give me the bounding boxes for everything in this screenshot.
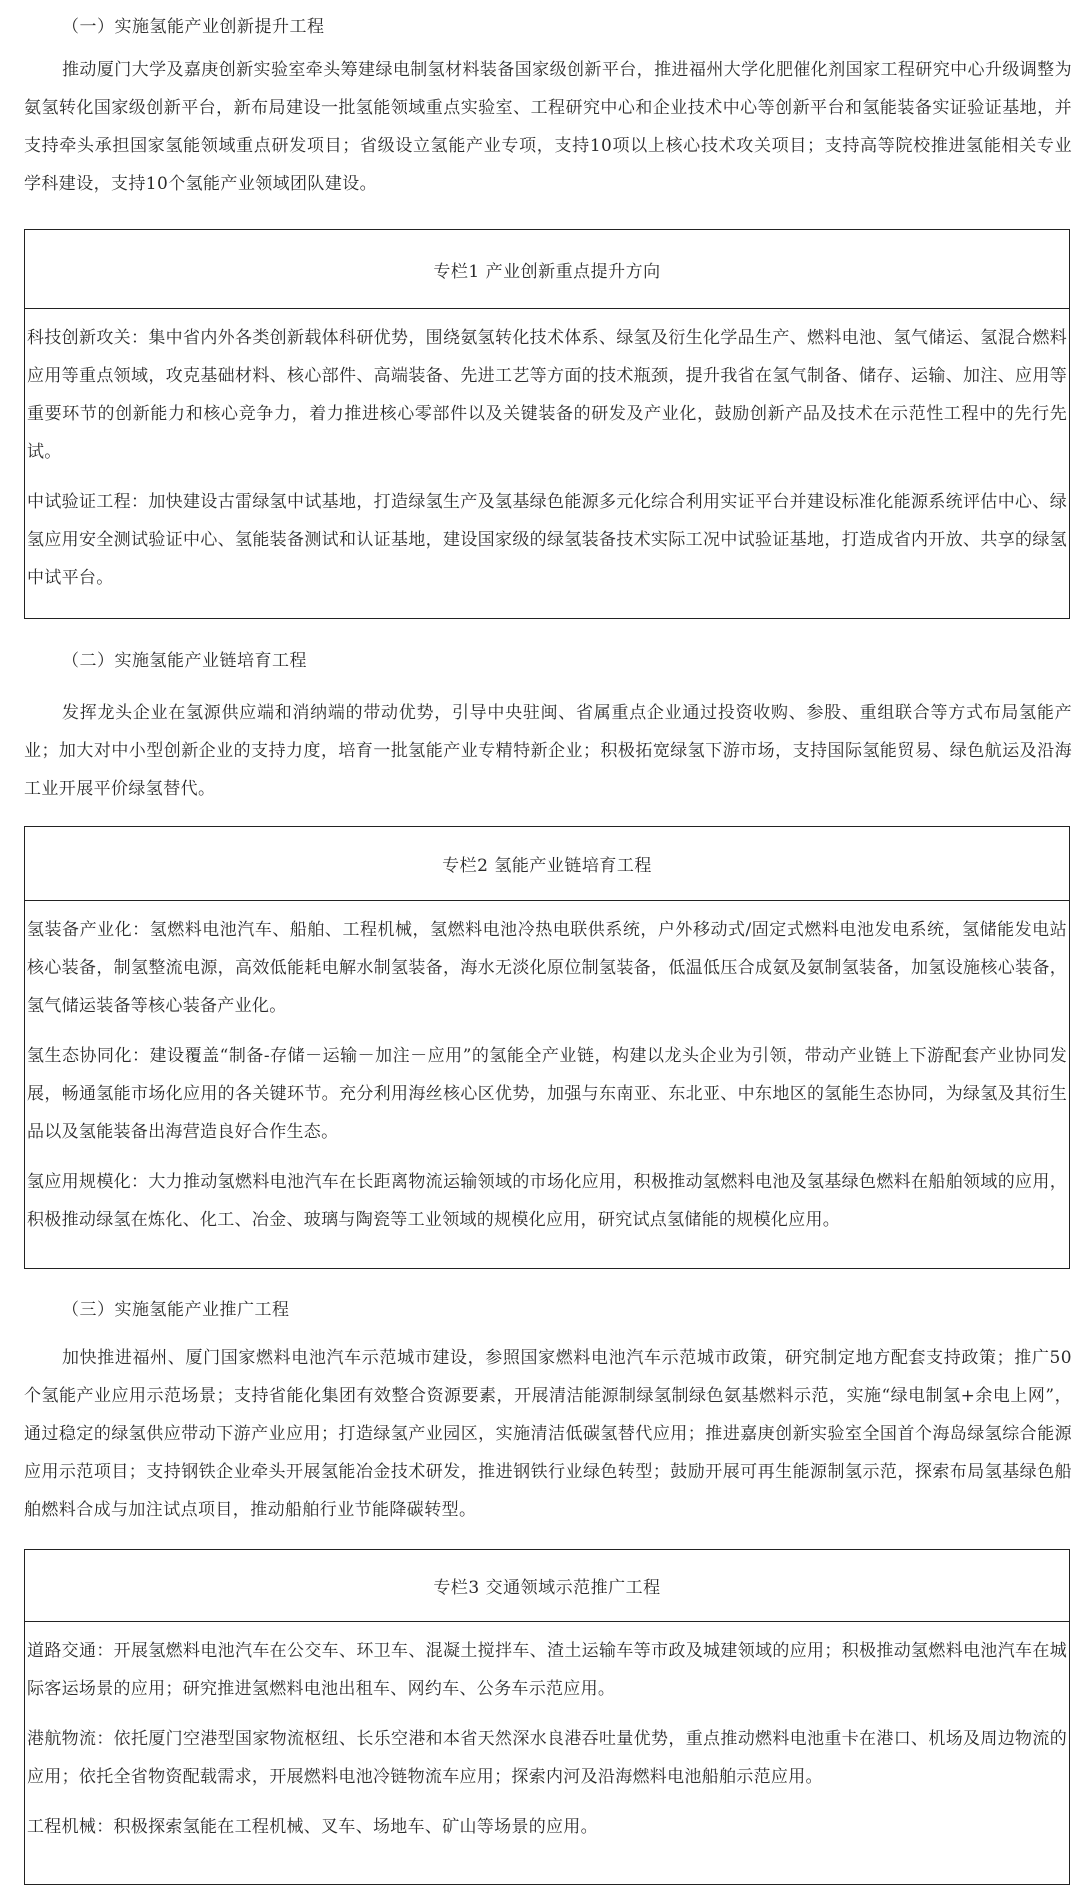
box-item-text: 大力推动氢燃料电池汽车在长距离物流运输领域的市场化应用，积极推动氢燃料电池及氢基绿色燃料在船舶领域的应用，积极推动绿氢在炼化、化工、冶金、玻璃与陶瓷等工业领域的规模化应用，研究试点氢储能的规模化应用。 [27,1172,1067,1230]
section-paragraph-3: 加快推进福州、厦门国家燃料电池汽车示范城市建设，参照国家燃料电池汽车示范城市政策，研究制定地方配套支持政策；推广50个氢能产业应用示范场景；支持省能化集团有效整合资源要素，开展清洁能源制绿氢制绿色氨基燃料示范，实施“绿电制氢+余电上网”，通过稳定的绿氢供应带动下游产业应用；打造绿氢产业园区，实施清洁低碳氢替代应用；推进嘉庚创新实验室全国首个海岛绿氢综合能源应用示范项目；支持钢铁企业牵头开展氢能冶金技术研发，推进钢铁行业绿色转型；鼓励开展可再生能源制氢示范，探索布局氢基绿色船舶燃料合成与加注试点项目，推动船舶行业节能降碳转型。 [24,1348,1072,1520]
column-box-title: 专栏1 产业创新重点提升方向 [25,230,1069,309]
box-item-text: 氢燃料电池汽车、船舶、工程机械，氢燃料电池冷热电联供系统，户外移动式/固定式燃料电池发电系统，氢储能发电站核心装备，制氢整流电源，高效低能耗电解水制氢装备，海水无淡化原位制氢装备，低温低压合成氨及氨制氢装备，加氢设施核心装备，氢气储运装备等核心装备产业化。 [27,920,1068,1016]
box-item-text: 积极探索氢能在工程机械、叉车、场地车、矿山等场景的应用。 [113,1817,598,1837]
section-paragraph-2: 发挥龙头企业在氢源供应端和消纳端的带动优势，引导中央驻闽、省属重点企业通过投资收购、参股、重组联合等方式布局氢能产业；加大对中小型创新企业的支持力度，培育一批氢能产业专精特新企业；积极拓宽绿氢下游市场，支持国际氢能贸易、绿色航运及沿海工业开展平价绿氢替代。 [24,703,1072,799]
box-item-lead: 氢生态协同化： [27,1046,150,1066]
box-item [27,319,1067,471]
section-heading-1: （一）实施氢能产业创新提升工程 [62,17,325,37]
box-item-text: 集中省内外各类创新载体科研优势，围绕氨氢转化技术体系、绿氢及衍生化学品生产、燃料电池、氢气储运、氢混合燃料应用等重点领域，攻克基础材料、核心部件、高端装备、先进工艺等方面的技术瓶颈，提升我省在氢气制备、储存、运输、加注、应用等重要环节的创新能力和核心竞争力，着力推进核心零部件以及关键装备的研发及产业化，鼓励创新产品及技术在示范性工程中的先行先试。 [27,328,1067,462]
box-item-text: 开展氢燃料电池汽车在公交车、环卫车、混凝土搅拌车、渣土运输车等市政及城建领域的应用；积极推动氢燃料电池汽车在城际客运场景的应用；研究推进氢燃料电池出租车、网约车、公务车示范应用。 [27,1641,1067,1699]
column-box-body [25,309,1069,597]
box-item [27,1720,1067,1796]
box-item-lead: 道路交通： [27,1641,114,1661]
column-box-2 [24,826,1070,1269]
column-box-title: 专栏3 交通领域示范推广工程 [25,1550,1069,1622]
column-box-body [25,901,1069,1239]
box-item-lead: 中试验证工程： [27,492,149,512]
column-box-title: 专栏2 氢能产业链培育工程 [25,827,1069,901]
column-box-1 [24,229,1070,619]
box-item-lead: 科技创新攻关： [27,328,149,348]
box-item [27,1037,1067,1151]
section-paragraph-1: 推动厦门大学及嘉庚创新实验室牵头筹建绿电制氢材料装备国家级创新平台，推进福州大学化肥催化剂国家工程研究中心升级调整为氨氢转化国家级创新平台，新布局建设一批氢能领域重点实验室、工程研究中心和企业技术中心等创新平台和氢能装备实证验证基地，并支持牵头承担国家氢能领域重点研发项目；省级设立氢能产业专项，支持10项以上核心技术攻关项目；支持高等院校推进氢能相关专业学科建设，支持10个氢能产业领域团队建设。 [24,60,1072,194]
box-item-text: 建设覆盖“制备-存储－运输－加注－应用”的氢能全产业链，构建以龙头企业为引领，带动产业链上下游配套产业协同发展，畅通氢能市场化应用的各关键环节。充分利用海丝核心区优势，加强与东南亚、东北亚、中东地区的氢能生态协同，为绿氢及其衍生品以及氢能装备出海营造良好合作生态。 [27,1046,1067,1142]
box-item-lead: 港航物流： [27,1729,114,1749]
box-item-text: 加快建设古雷绿氢中试基地，打造绿氢生产及氢基绿色能源多元化综合利用实证平台并建设标准化能源系统评估中心、绿氢应用安全测试验证中心、氢能装备测试和认证基地，建设国家级的绿氢装备技术实际工况中试验证基地，打造成省内开放、共享的绿氢中试平台。 [27,492,1067,588]
box-item-lead: 氢装备产业化： [27,920,150,940]
box-item [27,911,1067,1025]
box-item [27,483,1067,597]
box-item-lead: 工程机械： [27,1817,114,1837]
box-item-text: 依托厦门空港型国家物流枢纽、长乐空港和本省天然深水良港吞吐量优势，重点推动燃料电池重卡在港口、机场及周边物流的应用；依托全省物资配载需求，开展燃料电池冷链物流车应用；探索内河及沿海燃料电池船舶示范应用。 [27,1729,1067,1787]
box-item [27,1808,1067,1846]
box-item-lead: 氢应用规模化： [27,1172,149,1192]
box-item [27,1632,1067,1708]
section-heading-2: （二）实施氢能产业链培育工程 [62,651,307,671]
box-item [27,1163,1067,1239]
column-box-3 [24,1549,1070,1885]
section-heading-3: （三）实施氢能产业推广工程 [62,1300,290,1320]
column-box-body [25,1622,1069,1846]
